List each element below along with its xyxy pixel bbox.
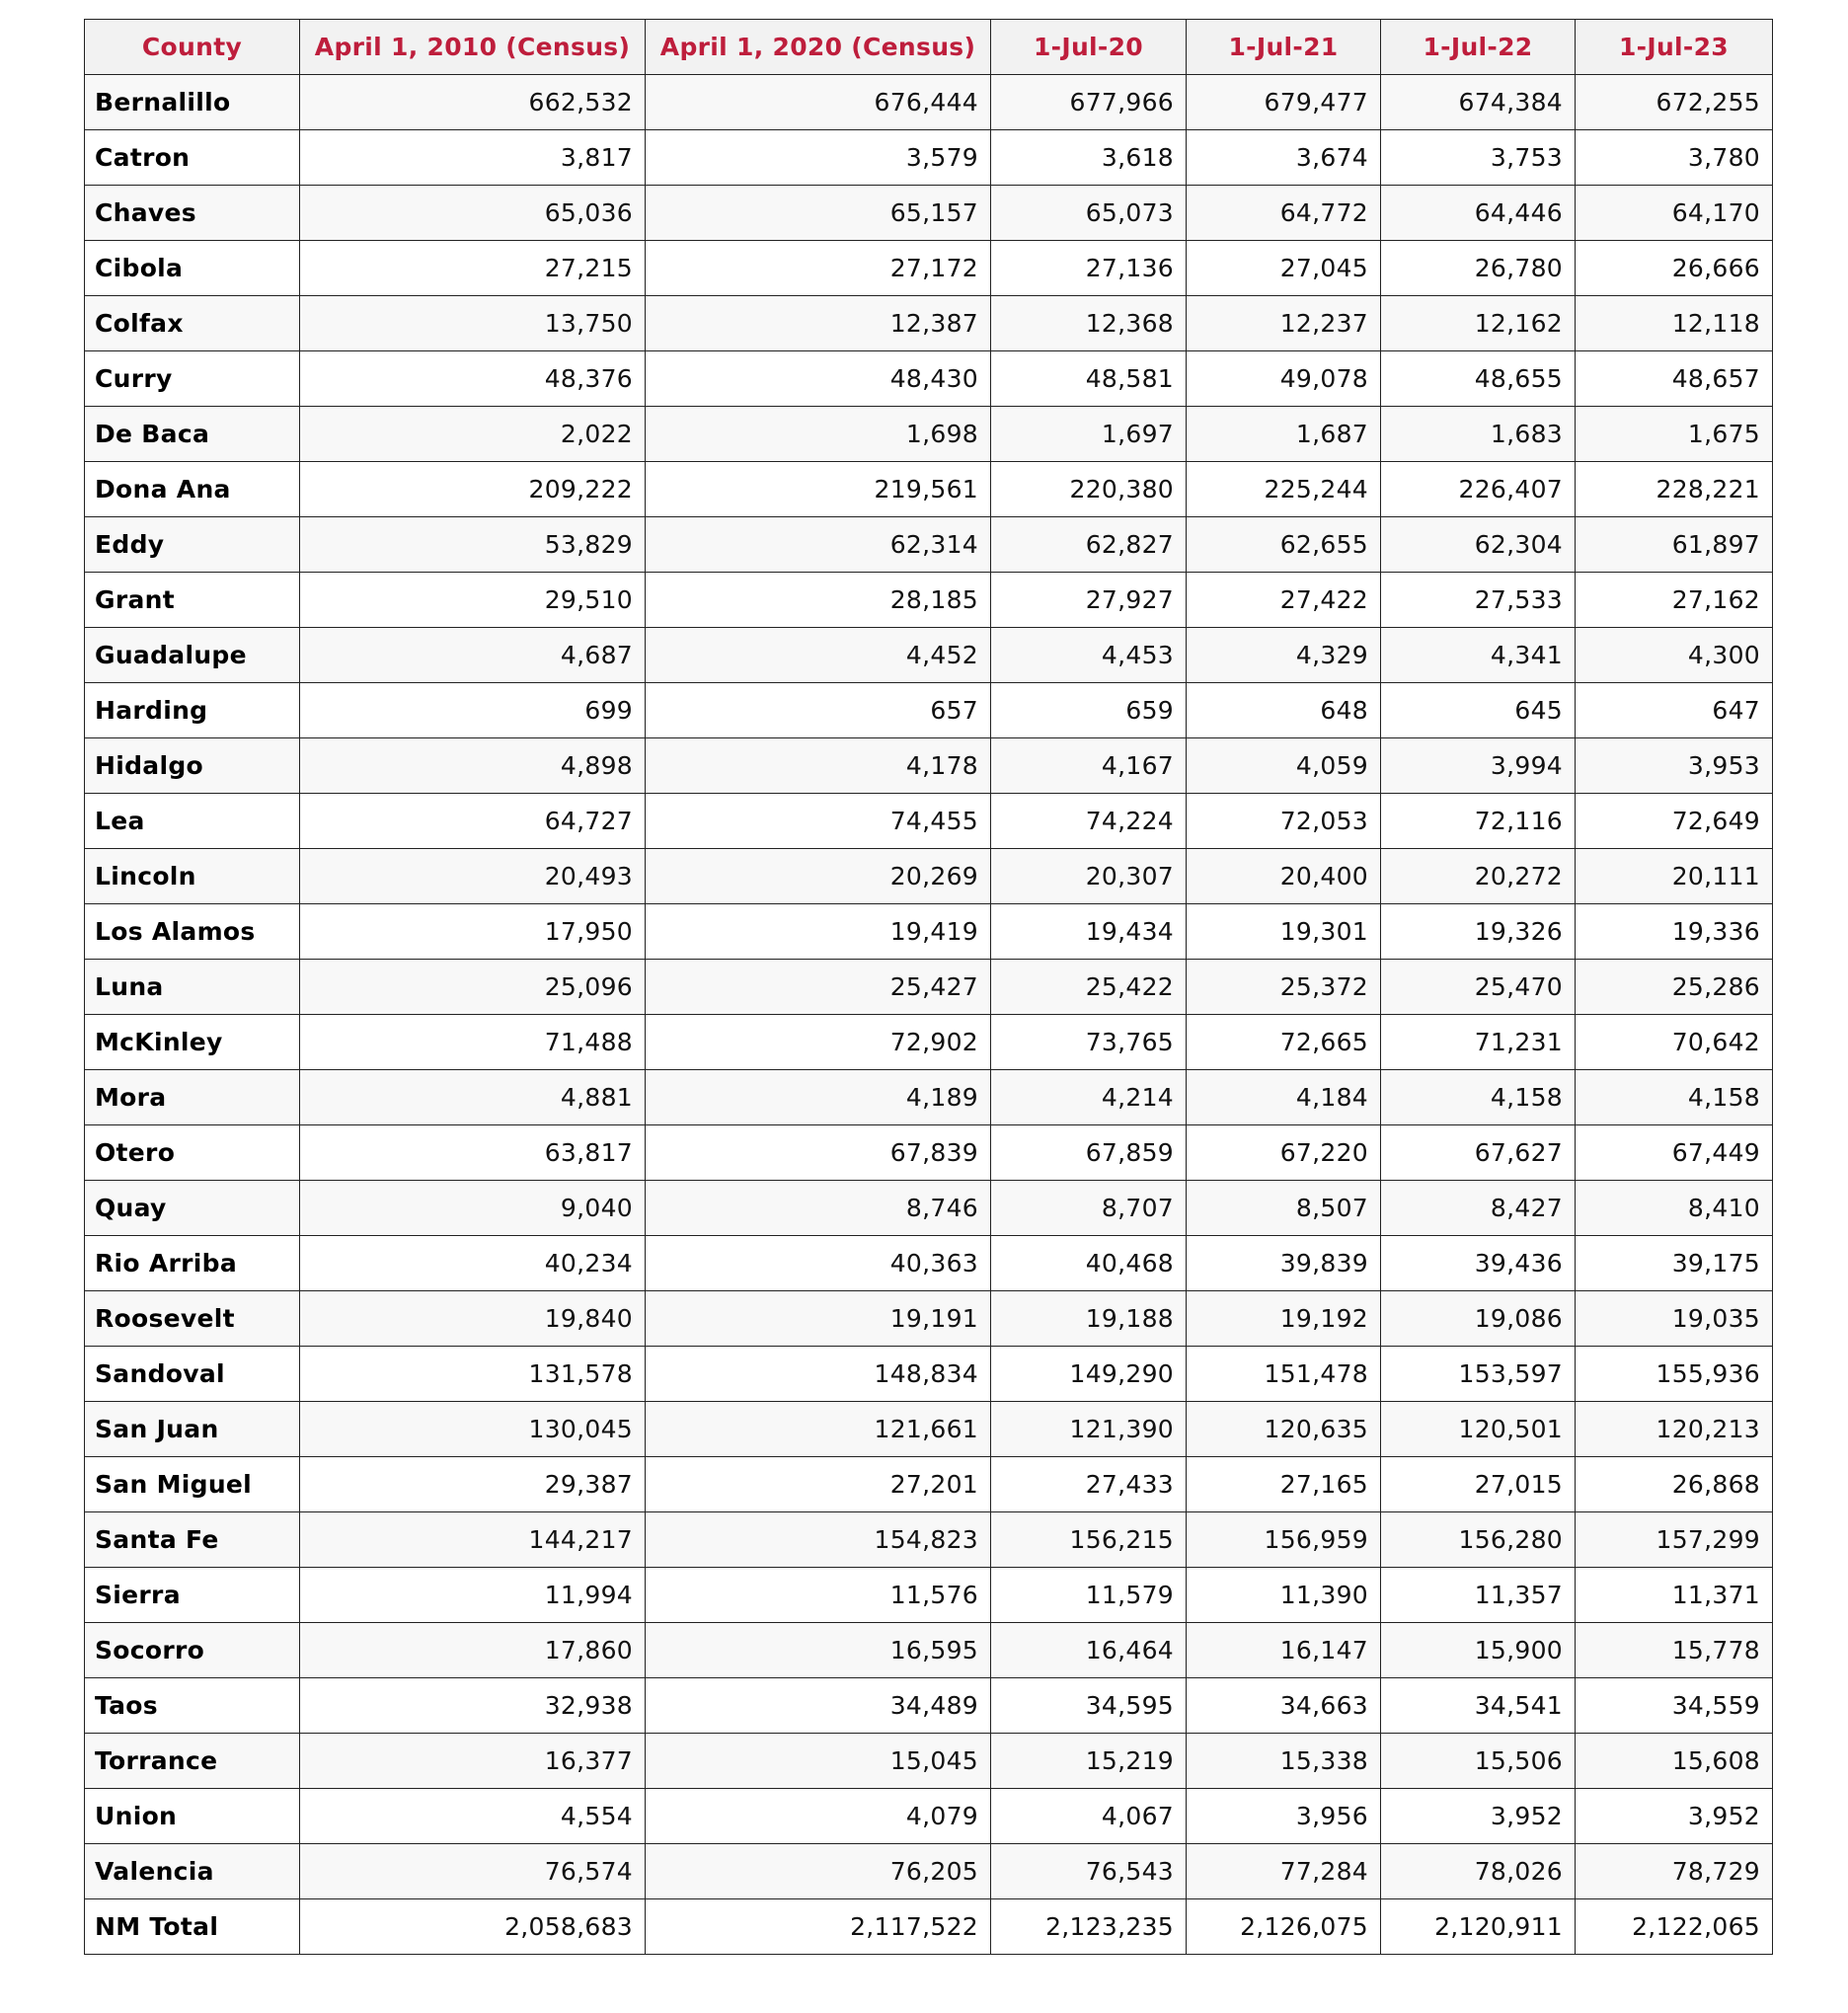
county-name-cell: Quay [85,1181,300,1236]
county-name-cell: Chaves [85,186,300,241]
population-value-cell: 16,377 [300,1734,646,1789]
population-value-cell: 53,829 [300,517,646,573]
population-value-cell: 2,117,522 [646,1899,991,1955]
population-value-cell: 34,559 [1576,1678,1773,1734]
header-jul-2023: 1-Jul-23 [1576,20,1773,75]
population-value-cell: 4,452 [646,628,991,683]
county-population-table [84,19,1773,1955]
population-value-cell: 219,561 [646,462,991,517]
table-row [85,628,1773,683]
population-value-cell: 19,434 [991,904,1187,960]
population-value-cell: 4,178 [646,738,991,794]
population-value-cell: 4,158 [1576,1070,1773,1125]
table-row [85,1347,1773,1402]
population-value-cell: 19,191 [646,1291,991,1347]
population-value-cell: 65,036 [300,186,646,241]
county-name-cell: Mora [85,1070,300,1125]
population-value-cell: 659 [991,683,1187,738]
county-name-cell: Cibola [85,241,300,296]
population-value-cell: 15,045 [646,1734,991,1789]
county-name-cell: McKinley [85,1015,300,1070]
table-row [85,130,1773,186]
population-value-cell: 16,147 [1187,1623,1381,1678]
population-value-cell: 74,455 [646,794,991,849]
population-value-cell: 62,827 [991,517,1187,573]
population-value-cell: 76,205 [646,1844,991,1899]
population-value-cell: 65,073 [991,186,1187,241]
population-value-cell: 3,579 [646,130,991,186]
population-value-cell: 78,026 [1381,1844,1576,1899]
table-row [85,1125,1773,1181]
county-name-cell: De Baca [85,407,300,462]
population-value-cell: 3,952 [1381,1789,1576,1844]
table-row [85,462,1773,517]
population-value-cell: 148,834 [646,1347,991,1402]
population-value-cell: 120,501 [1381,1402,1576,1457]
population-value-cell: 15,506 [1381,1734,1576,1789]
population-value-cell: 49,078 [1187,351,1381,407]
population-value-cell: 4,341 [1381,628,1576,683]
table-row [85,407,1773,462]
population-value-cell: 648 [1187,683,1381,738]
population-value-cell: 29,510 [300,573,646,628]
population-table-container [84,19,1772,1955]
population-value-cell: 9,040 [300,1181,646,1236]
population-value-cell: 20,111 [1576,849,1773,904]
population-value-cell: 11,357 [1381,1568,1576,1623]
header-census-2020: April 1, 2020 (Census) [646,20,991,75]
population-value-cell: 3,956 [1187,1789,1381,1844]
population-value-cell: 26,666 [1576,241,1773,296]
county-name-cell: Otero [85,1125,300,1181]
population-value-cell: 11,994 [300,1568,646,1623]
county-name-cell: Santa Fe [85,1512,300,1568]
population-value-cell: 62,314 [646,517,991,573]
table-row [85,241,1773,296]
header-jul-2021: 1-Jul-21 [1187,20,1381,75]
population-value-cell: 27,927 [991,573,1187,628]
population-value-cell: 2,120,911 [1381,1899,1576,1955]
population-value-cell: 677,966 [991,75,1187,130]
population-value-cell: 657 [646,683,991,738]
population-value-cell: 3,994 [1381,738,1576,794]
population-value-cell: 144,217 [300,1512,646,1568]
county-name-cell: Curry [85,351,300,407]
table-row [85,1236,1773,1291]
population-value-cell: 4,453 [991,628,1187,683]
population-value-cell: 72,053 [1187,794,1381,849]
county-name-cell: Sandoval [85,1347,300,1402]
population-value-cell: 4,189 [646,1070,991,1125]
county-name-cell: Harding [85,683,300,738]
population-value-cell: 8,427 [1381,1181,1576,1236]
population-value-cell: 2,058,683 [300,1899,646,1955]
population-value-cell: 34,541 [1381,1678,1576,1734]
county-name-cell: Eddy [85,517,300,573]
population-value-cell: 2,022 [300,407,646,462]
population-value-cell: 121,390 [991,1402,1187,1457]
table-row [85,738,1773,794]
county-name-cell: Torrance [85,1734,300,1789]
population-value-cell: 19,188 [991,1291,1187,1347]
population-value-cell: 72,665 [1187,1015,1381,1070]
population-value-cell: 63,817 [300,1125,646,1181]
population-value-cell: 156,215 [991,1512,1187,1568]
population-value-cell: 34,489 [646,1678,991,1734]
county-name-cell: San Miguel [85,1457,300,1512]
table-row [85,683,1773,738]
population-value-cell: 645 [1381,683,1576,738]
county-name-cell: Colfax [85,296,300,351]
population-value-cell: 11,371 [1576,1568,1773,1623]
population-value-cell: 15,608 [1576,1734,1773,1789]
population-value-cell: 62,304 [1381,517,1576,573]
population-value-cell: 12,387 [646,296,991,351]
population-value-cell: 17,860 [300,1623,646,1678]
population-value-cell: 4,184 [1187,1070,1381,1125]
population-value-cell: 39,839 [1187,1236,1381,1291]
population-value-cell: 15,338 [1187,1734,1381,1789]
header-jul-2020: 1-Jul-20 [991,20,1187,75]
population-value-cell: 149,290 [991,1347,1187,1402]
population-value-cell: 156,959 [1187,1512,1381,1568]
table-row [85,1291,1773,1347]
population-value-cell: 27,433 [991,1457,1187,1512]
population-value-cell: 19,840 [300,1291,646,1347]
population-value-cell: 48,430 [646,351,991,407]
population-value-cell: 62,655 [1187,517,1381,573]
county-name-cell: NM Total [85,1899,300,1955]
population-value-cell: 65,157 [646,186,991,241]
county-name-cell: Dona Ana [85,462,300,517]
table-body [85,75,1773,1955]
population-value-cell: 4,881 [300,1070,646,1125]
population-value-cell: 3,953 [1576,738,1773,794]
population-value-cell: 39,175 [1576,1236,1773,1291]
population-value-cell: 74,224 [991,794,1187,849]
population-value-cell: 679,477 [1187,75,1381,130]
table-row [85,75,1773,130]
population-value-cell: 12,368 [991,296,1187,351]
population-value-cell: 25,470 [1381,960,1576,1015]
county-name-cell: Guadalupe [85,628,300,683]
population-value-cell: 48,581 [991,351,1187,407]
population-value-cell: 64,772 [1187,186,1381,241]
population-value-cell: 27,165 [1187,1457,1381,1512]
population-value-cell: 27,533 [1381,573,1576,628]
population-value-cell: 25,422 [991,960,1187,1015]
total-row [85,1899,1773,1955]
header-row [85,20,1773,75]
population-value-cell: 25,096 [300,960,646,1015]
population-value-cell: 20,400 [1187,849,1381,904]
population-value-cell: 71,488 [300,1015,646,1070]
population-value-cell: 15,900 [1381,1623,1576,1678]
county-name-cell: Lincoln [85,849,300,904]
county-name-cell: Taos [85,1678,300,1734]
population-value-cell: 4,329 [1187,628,1381,683]
population-value-cell: 48,657 [1576,351,1773,407]
table-row [85,1015,1773,1070]
population-value-cell: 3,952 [1576,1789,1773,1844]
population-value-cell: 4,554 [300,1789,646,1844]
population-value-cell: 27,172 [646,241,991,296]
population-value-cell: 72,649 [1576,794,1773,849]
population-value-cell: 674,384 [1381,75,1576,130]
population-value-cell: 16,595 [646,1623,991,1678]
header-census-2010: April 1, 2010 (Census) [300,20,646,75]
population-value-cell: 64,170 [1576,186,1773,241]
county-name-cell: Sierra [85,1568,300,1623]
population-value-cell: 76,574 [300,1844,646,1899]
population-value-cell: 4,158 [1381,1070,1576,1125]
population-value-cell: 155,936 [1576,1347,1773,1402]
population-value-cell: 11,390 [1187,1568,1381,1623]
table-row [85,794,1773,849]
population-value-cell: 78,729 [1576,1844,1773,1899]
table-row [85,1734,1773,1789]
population-value-cell: 25,427 [646,960,991,1015]
population-value-cell: 11,579 [991,1568,1187,1623]
population-value-cell: 3,780 [1576,130,1773,186]
population-value-cell: 15,778 [1576,1623,1773,1678]
population-value-cell: 4,167 [991,738,1187,794]
population-value-cell: 153,597 [1381,1347,1576,1402]
population-value-cell: 1,687 [1187,407,1381,462]
population-value-cell: 67,449 [1576,1125,1773,1181]
population-value-cell: 157,299 [1576,1512,1773,1568]
population-value-cell: 4,898 [300,738,646,794]
population-value-cell: 19,192 [1187,1291,1381,1347]
population-value-cell: 12,118 [1576,296,1773,351]
population-value-cell: 120,635 [1187,1402,1381,1457]
population-value-cell: 77,284 [1187,1844,1381,1899]
population-value-cell: 48,376 [300,351,646,407]
population-value-cell: 19,035 [1576,1291,1773,1347]
table-row [85,1070,1773,1125]
population-value-cell: 15,219 [991,1734,1187,1789]
county-name-cell: Socorro [85,1623,300,1678]
population-value-cell: 226,407 [1381,462,1576,517]
population-value-cell: 228,221 [1576,462,1773,517]
population-value-cell: 4,059 [1187,738,1381,794]
table-row [85,849,1773,904]
county-name-cell: Grant [85,573,300,628]
population-value-cell: 120,213 [1576,1402,1773,1457]
population-value-cell: 156,280 [1381,1512,1576,1568]
population-value-cell: 4,687 [300,628,646,683]
population-value-cell: 220,380 [991,462,1187,517]
county-name-cell: Los Alamos [85,904,300,960]
population-value-cell: 130,045 [300,1402,646,1457]
table-row [85,351,1773,407]
population-value-cell: 8,707 [991,1181,1187,1236]
population-value-cell: 26,868 [1576,1457,1773,1512]
population-value-cell: 3,674 [1187,130,1381,186]
population-value-cell: 209,222 [300,462,646,517]
population-value-cell: 27,136 [991,241,1187,296]
population-value-cell: 19,326 [1381,904,1576,960]
population-value-cell: 1,697 [991,407,1187,462]
population-value-cell: 1,698 [646,407,991,462]
population-value-cell: 34,663 [1187,1678,1381,1734]
population-value-cell: 1,683 [1381,407,1576,462]
population-value-cell: 27,201 [646,1457,991,1512]
population-value-cell: 32,938 [300,1678,646,1734]
county-name-cell: San Juan [85,1402,300,1457]
county-name-cell: Hidalgo [85,738,300,794]
table-row [85,186,1773,241]
county-name-cell: Catron [85,130,300,186]
population-value-cell: 4,067 [991,1789,1187,1844]
county-name-cell: Union [85,1789,300,1844]
population-value-cell: 48,655 [1381,351,1576,407]
population-value-cell: 11,576 [646,1568,991,1623]
population-value-cell: 40,468 [991,1236,1187,1291]
table-row [85,1181,1773,1236]
population-value-cell: 27,215 [300,241,646,296]
population-value-cell: 70,642 [1576,1015,1773,1070]
population-value-cell: 4,300 [1576,628,1773,683]
population-value-cell: 73,765 [991,1015,1187,1070]
header-jul-2022: 1-Jul-22 [1381,20,1576,75]
population-value-cell: 34,595 [991,1678,1187,1734]
table-row [85,960,1773,1015]
population-value-cell: 121,661 [646,1402,991,1457]
table-row [85,1789,1773,1844]
population-value-cell: 67,220 [1187,1125,1381,1181]
population-value-cell: 151,478 [1187,1347,1381,1402]
population-value-cell: 662,532 [300,75,646,130]
population-value-cell: 131,578 [300,1347,646,1402]
population-value-cell: 19,419 [646,904,991,960]
population-value-cell: 12,162 [1381,296,1576,351]
population-value-cell: 40,363 [646,1236,991,1291]
population-value-cell: 19,301 [1187,904,1381,960]
table-row [85,1512,1773,1568]
population-value-cell: 27,162 [1576,573,1773,628]
table-row [85,1623,1773,1678]
table-row [85,1568,1773,1623]
population-value-cell: 2,122,065 [1576,1899,1773,1955]
population-value-cell: 20,269 [646,849,991,904]
population-value-cell: 20,272 [1381,849,1576,904]
population-value-cell: 29,387 [300,1457,646,1512]
population-value-cell: 71,231 [1381,1015,1576,1070]
population-value-cell: 72,902 [646,1015,991,1070]
population-value-cell: 61,897 [1576,517,1773,573]
county-name-cell: Bernalillo [85,75,300,130]
table-row [85,1678,1773,1734]
population-value-cell: 20,307 [991,849,1187,904]
population-value-cell: 8,507 [1187,1181,1381,1236]
population-value-cell: 19,086 [1381,1291,1576,1347]
table-row [85,517,1773,573]
county-name-cell: Rio Arriba [85,1236,300,1291]
table-row [85,1402,1773,1457]
population-value-cell: 72,116 [1381,794,1576,849]
population-value-cell: 20,493 [300,849,646,904]
population-value-cell: 64,446 [1381,186,1576,241]
population-value-cell: 8,746 [646,1181,991,1236]
population-value-cell: 699 [300,683,646,738]
county-name-cell: Luna [85,960,300,1015]
population-value-cell: 25,286 [1576,960,1773,1015]
population-value-cell: 76,543 [991,1844,1187,1899]
population-value-cell: 27,045 [1187,241,1381,296]
population-value-cell: 3,817 [300,130,646,186]
population-value-cell: 27,422 [1187,573,1381,628]
table-row [85,296,1773,351]
population-value-cell: 16,464 [991,1623,1187,1678]
population-value-cell: 40,234 [300,1236,646,1291]
population-value-cell: 676,444 [646,75,991,130]
population-value-cell: 4,214 [991,1070,1187,1125]
table-row [85,1457,1773,1512]
population-value-cell: 64,727 [300,794,646,849]
population-value-cell: 8,410 [1576,1181,1773,1236]
population-value-cell: 25,372 [1187,960,1381,1015]
table-row [85,1844,1773,1899]
population-value-cell: 672,255 [1576,75,1773,130]
county-name-cell: Valencia [85,1844,300,1899]
population-value-cell: 647 [1576,683,1773,738]
population-value-cell: 225,244 [1187,462,1381,517]
population-value-cell: 19,336 [1576,904,1773,960]
population-value-cell: 67,839 [646,1125,991,1181]
population-value-cell: 2,126,075 [1187,1899,1381,1955]
header-county: County [85,20,300,75]
population-value-cell: 28,185 [646,573,991,628]
population-value-cell: 39,436 [1381,1236,1576,1291]
county-name-cell: Roosevelt [85,1291,300,1347]
population-value-cell: 67,627 [1381,1125,1576,1181]
population-value-cell: 1,675 [1576,407,1773,462]
population-value-cell: 12,237 [1187,296,1381,351]
population-value-cell: 154,823 [646,1512,991,1568]
population-value-cell: 3,753 [1381,130,1576,186]
population-value-cell: 4,079 [646,1789,991,1844]
population-value-cell: 26,780 [1381,241,1576,296]
table-row [85,573,1773,628]
population-value-cell: 67,859 [991,1125,1187,1181]
population-value-cell: 3,618 [991,130,1187,186]
population-value-cell: 13,750 [300,296,646,351]
county-name-cell: Lea [85,794,300,849]
population-value-cell: 27,015 [1381,1457,1576,1512]
population-value-cell: 17,950 [300,904,646,960]
population-value-cell: 2,123,235 [991,1899,1187,1955]
table-row [85,904,1773,960]
